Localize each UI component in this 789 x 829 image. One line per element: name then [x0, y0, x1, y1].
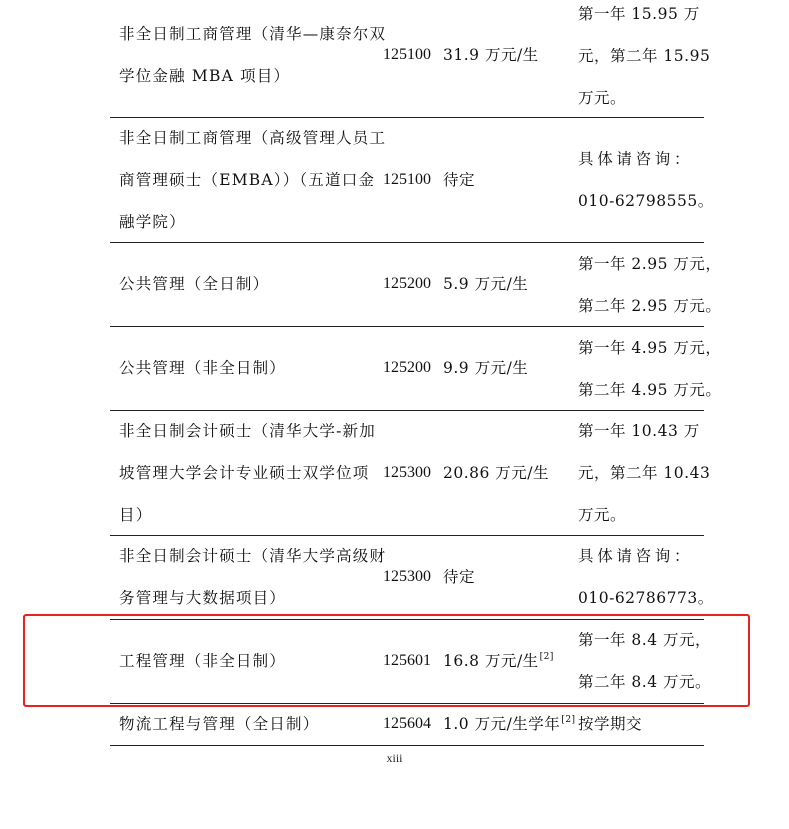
program-code: 125601: [383, 652, 431, 669]
program-code: 125300: [383, 464, 431, 481]
page-number: xiii: [386, 751, 403, 765]
tuition-fee: [443, 452, 549, 494]
tuition-fee: [443, 703, 576, 745]
tuition-fee-text: 待定: [443, 568, 476, 586]
payment-note: [578, 703, 642, 745]
payment-note-line: 第一年 2.95 万元，: [578, 255, 722, 273]
program-name: [119, 703, 319, 745]
program-code: 125100: [383, 46, 431, 63]
tuition-fee: [443, 556, 475, 598]
tuition-fee: [443, 347, 528, 389]
payment-note-line: 第二年 8.4 万元。: [578, 673, 712, 691]
tuition-fee-text: 9.9 万元/生: [443, 359, 529, 377]
payment-note: [578, 410, 711, 536]
program-name-line: 公共管理（全日制）: [119, 275, 270, 293]
program-code: 125100: [383, 171, 431, 188]
tuition-fee-text: 待定: [443, 171, 476, 189]
payment-note-line: 第一年 15.95 万: [578, 5, 700, 23]
program-name-line: 非全日制工商管理（清华—康奈尔双: [119, 25, 387, 43]
footnote-marker: [2]: [561, 715, 576, 725]
program-name: [119, 13, 386, 97]
payment-note: [578, 138, 714, 222]
highlight-box: [23, 614, 750, 707]
program-name-line: 商管理硕士（EMBA））（五道口金: [119, 171, 376, 189]
program-code: 125300: [383, 568, 431, 585]
payment-note-line: 具体请咨询：: [578, 150, 690, 168]
tuition-fee: [443, 159, 475, 201]
payment-note-line: 第一年 10.43 万: [578, 422, 700, 440]
tuition-fee: [443, 263, 528, 305]
payment-note: [578, 0, 711, 119]
payment-note-line: 第二年 2.95 万元。: [578, 297, 722, 315]
payment-note-line: 万元。: [578, 89, 627, 107]
program-name-line: 物流工程与管理（全日制）: [119, 715, 320, 733]
payment-note-line: 010-62798555。: [578, 192, 714, 210]
program-name-line: 非全日制工商管理（高级管理人员工: [119, 129, 387, 147]
program-name-line: 非全日制会计硕士（清华大学-新加: [119, 422, 376, 440]
payment-note-line: 第二年 4.95 万元。: [578, 381, 722, 399]
payment-note-line: 万元。: [578, 506, 627, 524]
tuition-fee: [443, 34, 539, 76]
payment-note-line: 具体请咨询：: [578, 547, 690, 565]
tuition-fee-text: 16.8 万元/生: [443, 652, 539, 670]
payment-note: [578, 535, 714, 619]
program-name-line: 非全日制会计硕士（清华大学高级财: [119, 547, 387, 565]
program-name: [119, 410, 376, 536]
payment-note: [578, 327, 721, 411]
payment-note-line: 第一年 4.95 万元，: [578, 339, 722, 357]
program-name: [119, 347, 286, 389]
program-name: [119, 117, 386, 243]
payment-note-line: 按学期交: [578, 715, 643, 733]
program-name-line: 工程管理（非全日制）: [119, 652, 287, 670]
table-bottom-rule: [110, 745, 704, 746]
program-name: [119, 263, 269, 305]
payment-note-line: 第一年 8.4 万元，: [578, 631, 712, 649]
payment-note-line: 元，第二年 10.43: [578, 464, 711, 482]
payment-note-line: 010-62786773。: [578, 589, 714, 607]
program-name-line: 务管理与大数据项目）: [119, 589, 287, 607]
program-name-line: 融学院）: [119, 213, 186, 231]
tuition-fee-text: 20.86 万元/生: [443, 464, 550, 482]
program-name-line: 目）: [119, 506, 153, 524]
program-name-line: 坡管理大学会计专业硕士双学位项: [119, 464, 370, 482]
footnote-marker: [2]: [539, 652, 554, 662]
program-code: 125604: [383, 715, 431, 732]
tuition-fee-text: 31.9 万元/生: [443, 46, 539, 64]
tuition-fee-text: 1.0 万元/生学年: [443, 715, 561, 733]
program-name: [119, 535, 386, 619]
program-name-line: 公共管理（非全日制）: [119, 359, 287, 377]
program-code: 125200: [383, 359, 431, 376]
payment-note: [578, 243, 721, 327]
program-code: 125200: [383, 275, 431, 292]
payment-note-line: 元，第二年 15.95: [578, 47, 711, 65]
program-name-line: 学位金融 MBA 项目）: [119, 67, 291, 85]
tuition-fee-text: 5.9 万元/生: [443, 275, 529, 293]
